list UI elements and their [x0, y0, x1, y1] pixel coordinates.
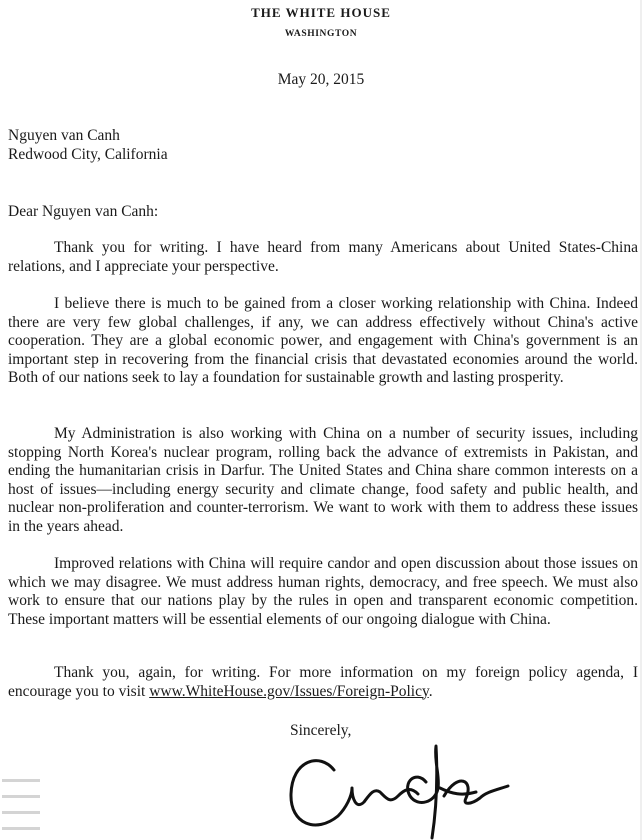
signature-stroke-2 [408, 746, 439, 838]
salutation: Dear Nguyen van Canh: [8, 203, 159, 220]
recipient-name: Nguyen van Canh [8, 127, 120, 144]
paragraph-5-text: Thank you, again, for writing. For more information on my foreign policy agenda, I encourage you to visit [8, 664, 638, 700]
scan-artifact [2, 795, 40, 798]
letterhead-title: THE WHITE HOUSE [251, 5, 391, 20]
body-paragraph-1: Thank you for writing. I have heard from many Americans about United States-China relations, and I appreciate your perspective. [8, 239, 638, 275]
letter-date: May 20, 2015 [277, 71, 365, 88]
body-paragraph-4: Improved relations with China will require candor and open discussion about those issues on which we may disagree. We must address human rights, democracy, and free speech. We must also work to ensure that our nations play by the rules in open and transparent economic competition. These important matters will be essential elements of our ongoing dialogue with China. [8, 555, 638, 628]
scan-artifact [2, 827, 40, 830]
scan-artifact [2, 779, 40, 782]
letterhead [0, 5, 642, 40]
recipient-block [8, 126, 168, 164]
recipient-address: Redwood City, California [8, 146, 168, 163]
foreign-policy-link[interactable]: www.WhiteHouse.gov/Issues/Foreign-Policy [149, 682, 429, 700]
closing: Sincerely, [290, 722, 352, 739]
body-paragraph-3: My Administration is also working with China on a number of security issues, including stopping North Korea's nuclear program, rolling back the advance of extremists in Pakistan, and ending the humanitarian crisis in Darfur. The United States and China share common interests on a host of issues—including energy security and climate change, food safety and public health, and nuclear non-proliferation and counter-terrorism. We want to work with them to address these issues in the years ahead. [8, 425, 638, 535]
scan-artifact [2, 811, 40, 814]
body-paragraph-5 [8, 664, 638, 701]
signature [286, 742, 538, 840]
paragraph-5-end: . [428, 682, 433, 700]
body-paragraph-2: I believe there is much to be gained from a closer working relationship with China. Indeed there are very few global challenges, if any, we can address effectively without China's active cooperation. They are a global economic power, and engagement with China's government is an important step in recovering from the financial crisis that devastated economies around the world. Both of our nations seek to lay a foundation for sustainable growth and lasting prosperity. [8, 295, 638, 387]
signature-stroke-1 [291, 761, 418, 825]
letterhead-subtitle: WASHINGTON [284, 29, 358, 39]
